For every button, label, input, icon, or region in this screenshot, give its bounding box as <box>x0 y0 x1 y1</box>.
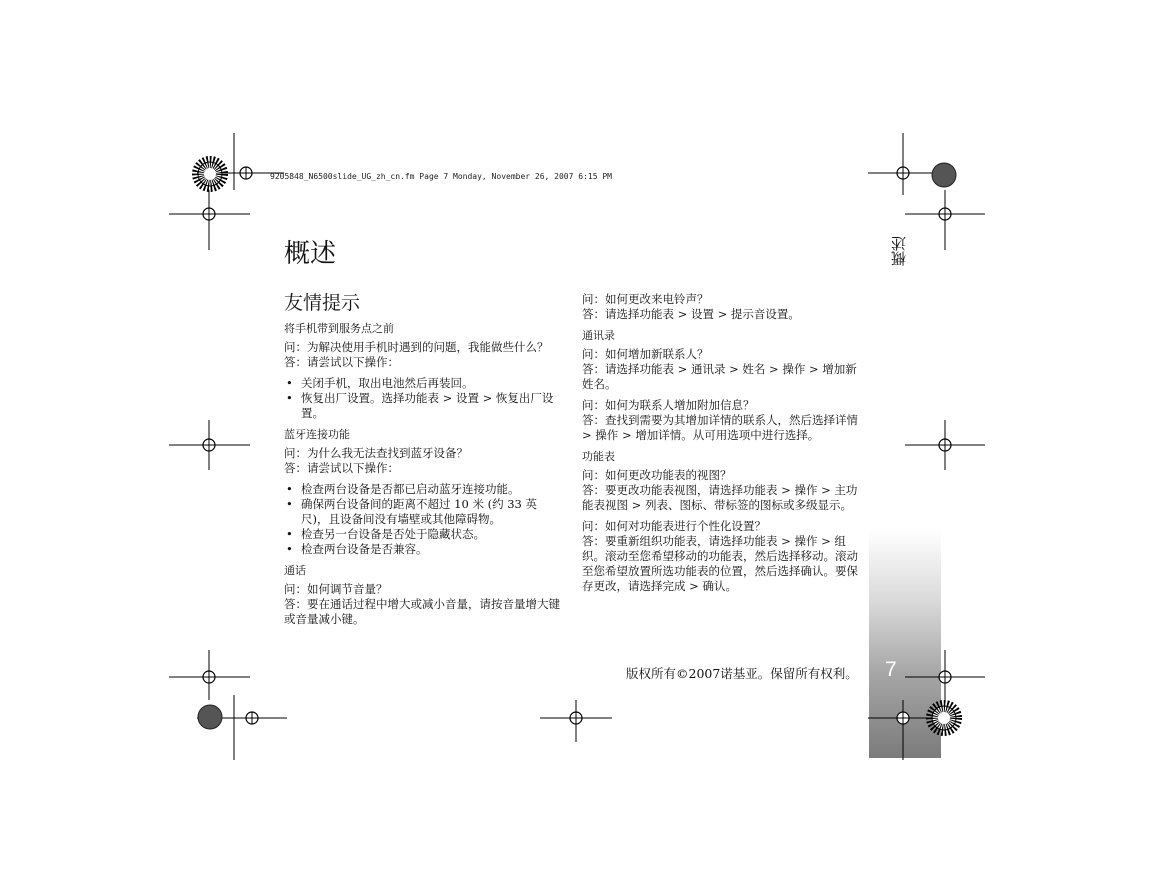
list-item: • 检查另一台设备是否处于隐藏状态。 <box>284 527 560 542</box>
side-tab-label: 概述 <box>890 236 908 266</box>
question: 问：如何更改功能表的视图？ <box>582 468 732 482</box>
list-item: • 关闭手机，取出电池然后再装回。 <box>284 376 560 391</box>
question: 问：如何为联系人增加附加信息？ <box>582 398 755 412</box>
print-slug: 9205848_N6500slide_UG_zh_cn.fm Page 7 Monday, November 26, 2007 6:15 PM <box>270 172 612 181</box>
question: 问：如何更改来电铃声？ <box>582 292 709 306</box>
question: 问：如何对功能表进行个性化设置？ <box>582 519 766 533</box>
list-item: • 检查两台设备是否兼容。 <box>284 542 560 557</box>
question: 问：为解决使用手机时遇到的问题，我能做些什么？ <box>284 340 549 354</box>
subheading: 蓝牙连接功能 <box>284 428 350 441</box>
question: 问：如何增加新联系人？ <box>582 347 709 361</box>
answer: 答：要更改功能表视图，请选择功能表 > 操作 > 主功能表视图 > 列表、图标、带标签的图标或多级显示。 <box>582 483 858 512</box>
list-item: • 检查两台设备是否都已启动蓝牙连接功能。 <box>284 482 560 497</box>
chapter-title: 概述 <box>284 239 337 269</box>
answer: 答：要重新组织功能表，请选择功能表 > 操作 > 组织。滚动至您希望移动的功能表，然后选择移动。滚动至您希望放置所选功能表的位置，然后选择确认。要保存更改，请选择完成 > 确认。 <box>582 534 858 593</box>
bullet-list <box>284 376 560 421</box>
subheading: 通话 <box>284 564 306 577</box>
question: 问：如何调节音量？ <box>284 582 388 596</box>
answer: 答：查找到需要为其增加详情的联系人，然后选择详情 > 操作 > 增加详情。从可用选项中进行选择。 <box>582 413 858 442</box>
answer: 答：要在通话过程中增大或减小音量，请按音量增大键或音量减小键。 <box>284 597 560 626</box>
section-title: 友情提示 <box>284 292 361 314</box>
right-column <box>582 292 860 594</box>
list-item: • 确保两台设备间的距离不超过 10 米 (约 33 英尺)，且设备间没有墙壁或其他障碍物。 <box>284 497 560 527</box>
list-item: • 恢复出厂设置。选择功能表 > 设置 > 恢复出厂设置。 <box>284 391 560 421</box>
left-column <box>284 292 560 627</box>
subheading: 功能表 <box>582 450 615 463</box>
bullet-list <box>284 482 560 557</box>
answer: 答：请选择功能表 > 通讯录 > 姓名 > 操作 > 增加新姓名。 <box>582 362 857 391</box>
subheading: 将手机带到服务点之前 <box>284 322 394 335</box>
copyright-footer: 版权所有©2007诺基亚。保留所有权利。 <box>626 666 858 681</box>
answer: 答：请选择功能表 > 设置 > 提示音设置。 <box>582 307 800 321</box>
answer: 答：请尝试以下操作： <box>284 355 399 369</box>
question: 问：为什么我无法查找到蓝牙设备？ <box>284 446 468 460</box>
answer: 答：请尝试以下操作： <box>284 461 399 475</box>
page-number: 7 <box>885 658 897 681</box>
subheading: 通讯录 <box>582 329 615 342</box>
